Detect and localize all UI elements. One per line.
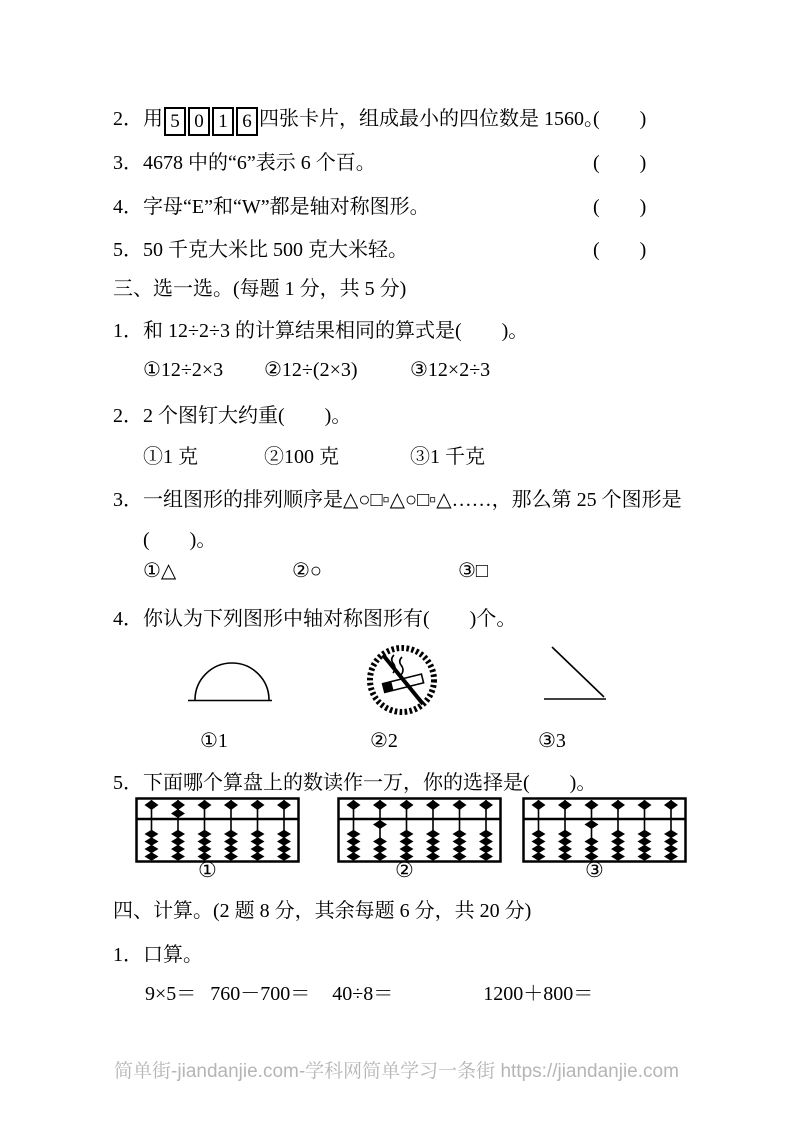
no-smoking-sign-figure <box>363 641 441 719</box>
digit-card: 0 <box>188 107 210 136</box>
choice-q5-text: 5．下面哪个算盘上的数读作一万，你的选择是( )。 <box>113 772 597 794</box>
option-1: ①△ <box>143 560 177 582</box>
tf-item-text-post: 四张卡片，组成最小的四位数是 1560。 <box>259 108 604 130</box>
option-1: ①12÷2×3 <box>143 359 224 381</box>
semicircle-figure <box>185 648 275 706</box>
abacus-label-3: ③ <box>585 858 604 882</box>
option-3: ③1 千克 <box>410 446 485 468</box>
oral-calc-equations <box>145 977 593 1006</box>
choice-q2-options <box>143 440 485 469</box>
watermark-text: 简单街-jiandanjie.com-学科网简单学习一条街 https://jiandanjie.com <box>114 1061 679 1082</box>
abacus-2 <box>337 797 502 863</box>
tf-item-3 <box>113 146 793 175</box>
option-3: ③12×2÷3 <box>410 359 491 381</box>
answer-blank: ( ) <box>593 196 647 218</box>
tf-item-text: 字母“E”和“W”都是轴对称图形。 <box>143 196 430 218</box>
calc-sub1-title: 1．口算。 <box>113 944 203 966</box>
angle-figure <box>542 645 612 705</box>
digit-card: 6 <box>236 107 258 136</box>
tf-item-text: 50 千克大米比 500 克大米轻。 <box>143 239 408 261</box>
choice-q4-text: 4．你认为下列图形中轴对称图形有( )个。 <box>113 608 517 630</box>
figure-label-3: ③3 <box>538 730 566 752</box>
option-1: ①1 克 <box>143 446 198 468</box>
equation-3: 40÷8＝ <box>332 983 394 1005</box>
section-four-title: 四、计算。(2 题 8 分，其余每题 6 分，共 20 分) <box>113 900 532 922</box>
section-three-title: 三、选一选。(每题 1 分，共 5 分) <box>113 278 407 300</box>
tf-item-4 <box>113 190 793 219</box>
answer-blank: ( ) <box>593 239 647 261</box>
choice-q3-line2: ( )。 <box>143 529 217 551</box>
option-2: ②100 克 <box>264 446 339 468</box>
choice-q3-line1: 3．一组图形的排列顺序是△○□▫△○□▫△……，那么第 25 个图形是 <box>113 489 682 511</box>
choice-q1-text: 1．和 12÷2÷3 的计算结果相同的算式是( )。 <box>113 320 529 342</box>
tf-item-num: 3． <box>113 152 143 174</box>
tf-item-num: 2． <box>113 108 143 130</box>
tf-item-num: 5． <box>113 239 143 261</box>
answer-blank: ( ) <box>593 108 647 130</box>
tf-item-text-pre: 用 <box>143 108 163 130</box>
tf-item-2 <box>113 102 793 136</box>
option-3: ③□ <box>458 560 489 582</box>
digit-card: 1 <box>212 107 234 136</box>
choice-q1-options <box>143 357 490 382</box>
equation-4: 1200＋800＝ <box>483 983 594 1005</box>
abacus-3 <box>522 797 687 863</box>
equation-1: 9×5＝ <box>145 983 197 1005</box>
figure-label-1: ①1 <box>200 730 228 752</box>
tf-item-num: 4． <box>113 196 143 218</box>
choice-q3-options <box>143 558 488 583</box>
option-2: ②○ <box>292 560 323 582</box>
abacus-1 <box>135 797 300 863</box>
digit-card: 5 <box>164 107 186 136</box>
abacus-label-2: ② <box>395 858 414 882</box>
equation-2: 760－700＝ <box>210 983 311 1005</box>
answer-blank: ( ) <box>593 152 647 174</box>
tf-item-5 <box>113 233 793 262</box>
tf-item-text: 4678 中的“6”表示 6 个百。 <box>143 152 376 174</box>
abacus-label-1: ① <box>198 858 217 882</box>
figure-label-2: ②2 <box>370 730 398 752</box>
option-2: ②12÷(2×3) <box>264 359 358 381</box>
choice-q2-text: 2．2 个图钉大约重( )。 <box>113 405 352 427</box>
